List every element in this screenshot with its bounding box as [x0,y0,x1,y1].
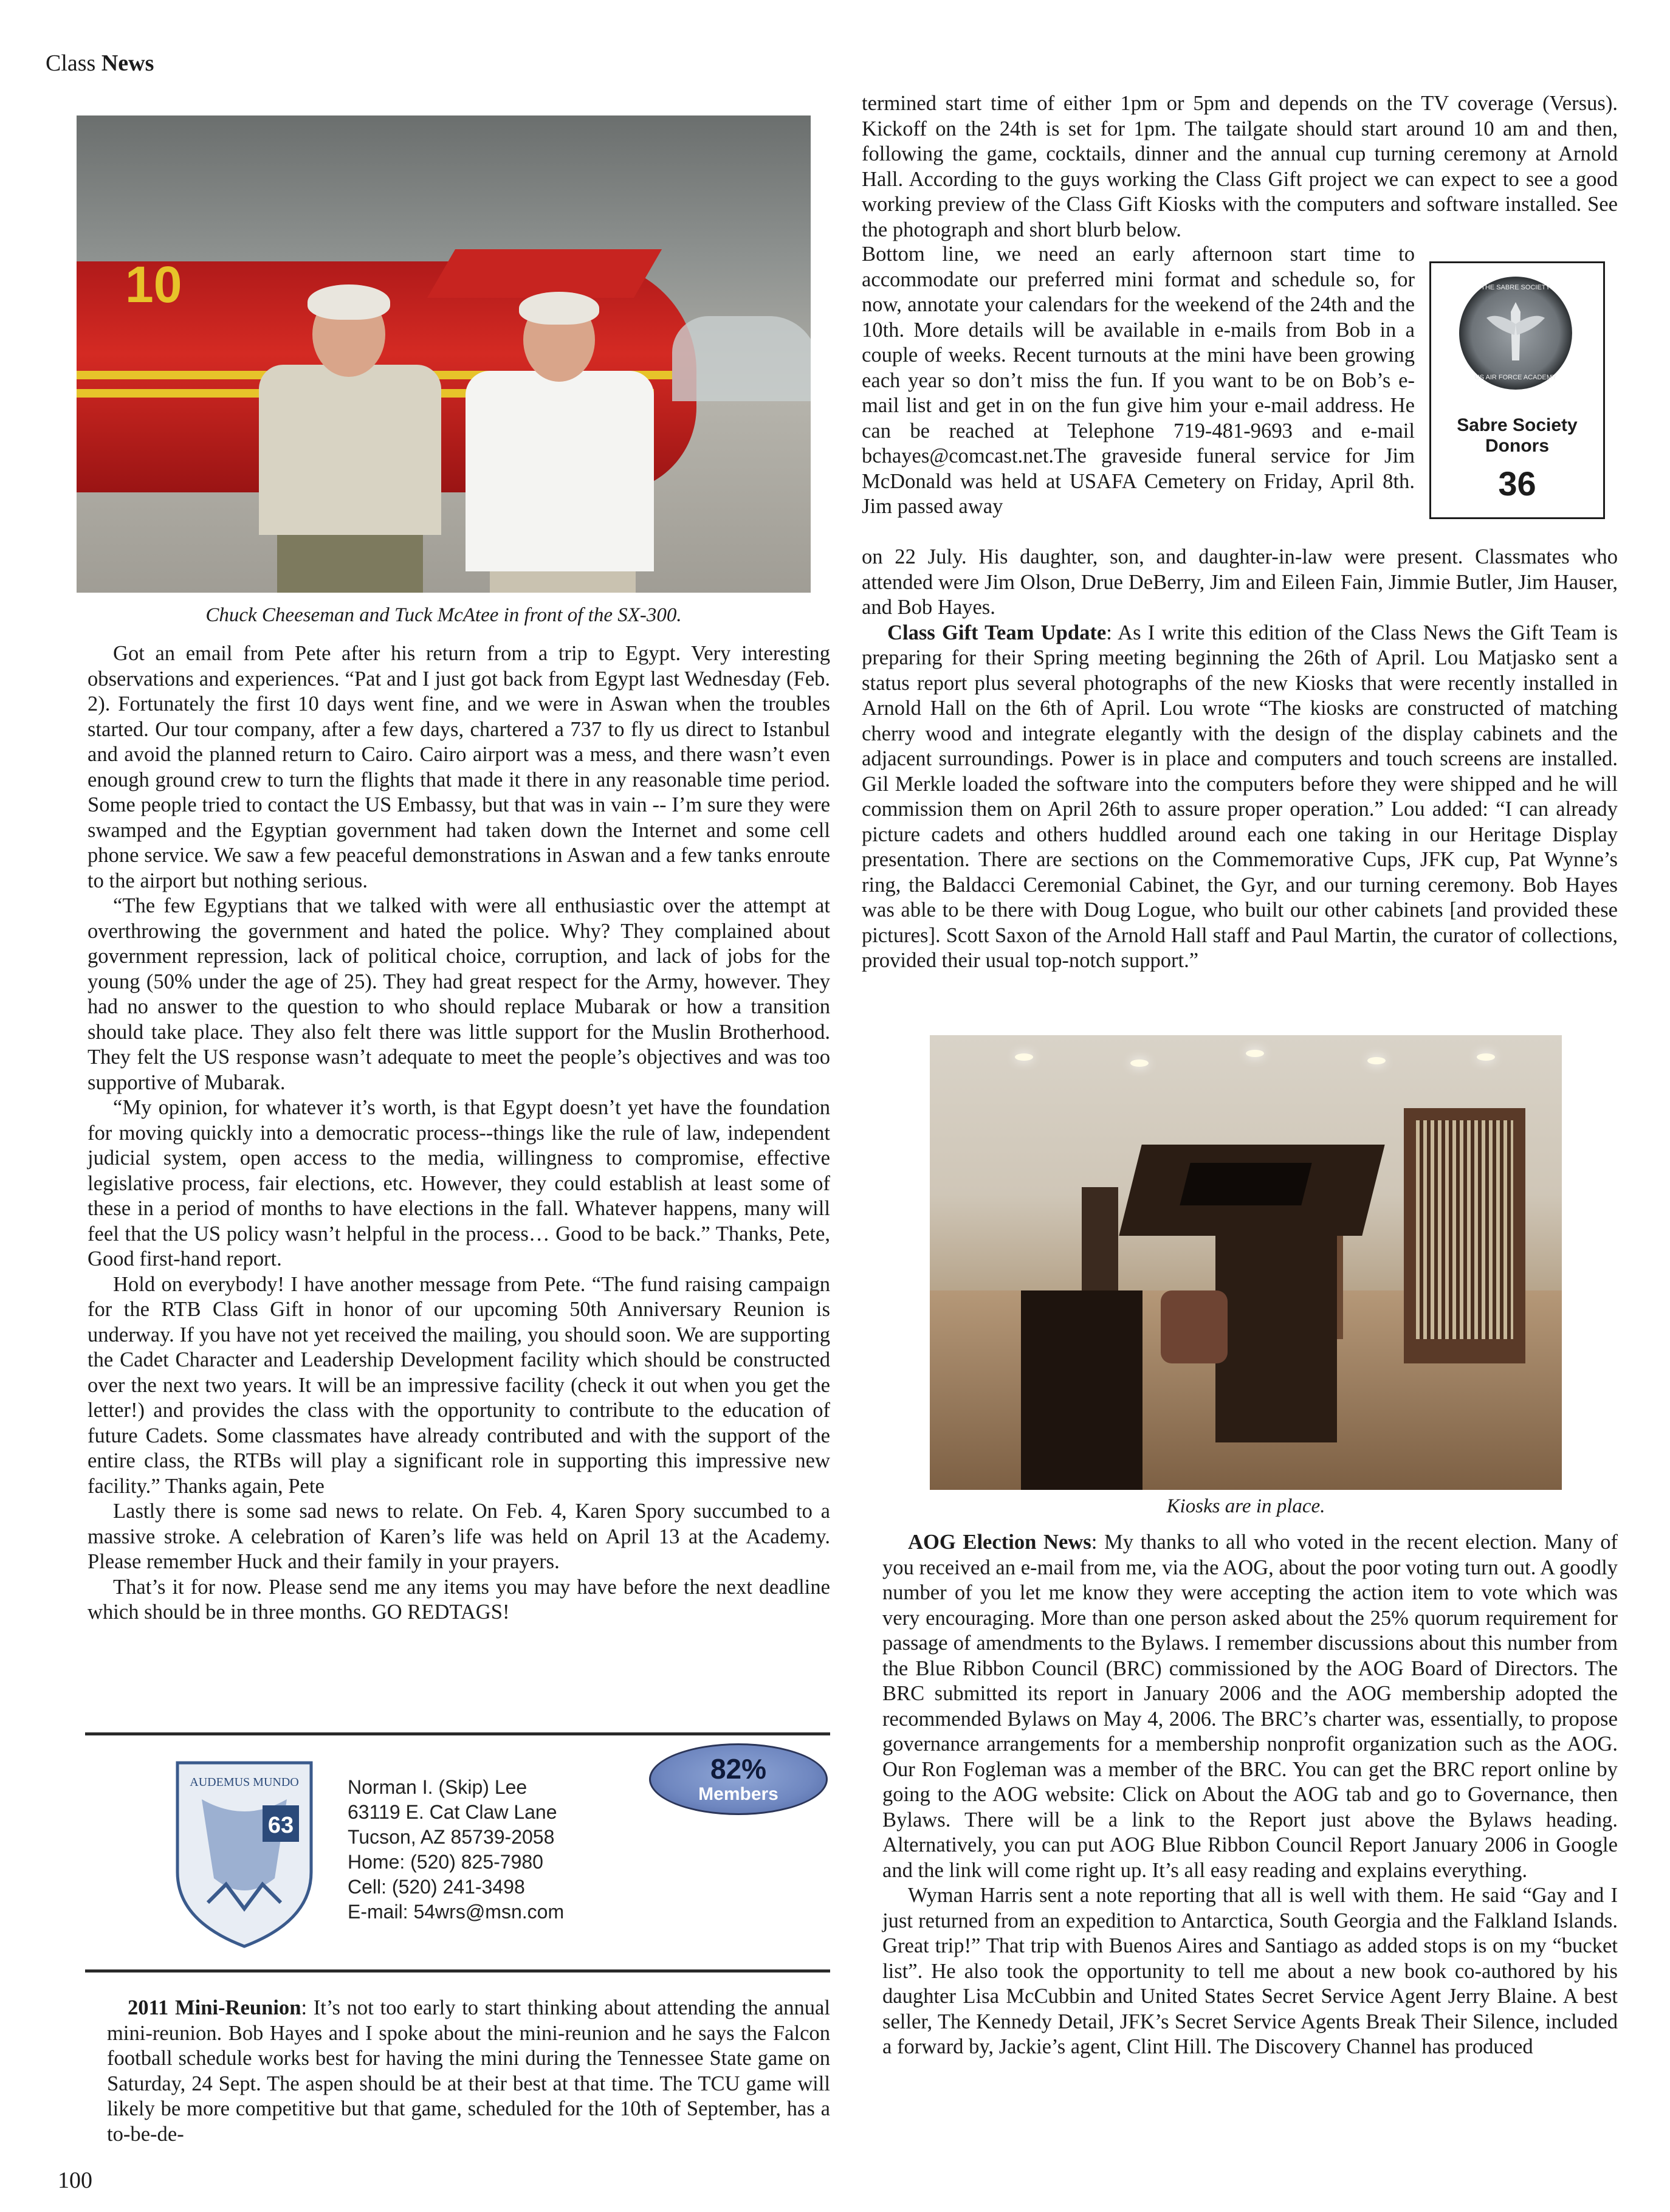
ceiling-light [1015,1053,1033,1061]
seal-bottom-text: US AIR FORCE ACADEMY [1474,374,1557,381]
person-left-hair [308,284,390,320]
contact-city: Tucson, AZ 85739-2058 [348,1826,555,1848]
ceiling-light [1477,1053,1495,1061]
mini-reunion-block [107,1996,830,2147]
kiosk-screen [1180,1163,1311,1205]
plane-canopy [672,316,811,401]
crest-year: 63 [267,1813,294,1838]
ceiling-light [1130,1059,1149,1067]
contact-home-phone: Home: (520) 825-7980 [348,1851,543,1873]
kiosk-base [1215,1236,1337,1442]
contact-street: 63119 E. Cat Claw Lane [348,1801,557,1823]
sabre-society-seal-icon [1459,277,1572,390]
right-column-mid [862,545,1618,974]
paragraph: Class Gift Team Update: As I write this edition of the Class News the Gift Team is preparing for their Spring meeting beginning the 26th of April. Lou Matjasko sent a status report plus several photographs of the new Kiosks that were recently installed in Arnold Hall on the 6th of April. Lou wrote “The kiosks are constructed of matching cherry wood and integrate elegantly with the design of the display cabinets and the adjacent surroundings. Power is in place and computers and touch screens are installed. Gil Merkle loaded the software into the computers before they were shipped and he will commission them on April 26th to assure proper operation.” Lou added: “I can already picture cadets and others huddled around each one taking in our Heritage Display presentation. There are sections on the Commemorative Cups, JFK cup, Pat Wynne’s ring, the Baldacci Ceremonial Cabinet, the Gyr, and our turning ceremony. Bob Hayes was able to be there with Doug Logue, who built our other cabinets [and provided these pictures]. Scott Saxon of the Arnold Hall staff and Paul Martin, the curator of collections, provided their usual top-notch support.” [862,621,1618,972]
paragraph: Wyman Harris sent a note reporting that all is well with them. He said “Gay and I just returned from an expedition to Antarctica, South Georgia and the Falkland Islands. Great trip!” That trip with Buenos Aires and Santiago as added stops is on my “bucket list”. He also took the opportunity to tell me about a new book co-authored by his daughter Lisa McCubbin and United States Secret Service Agent Jerry Blaine. A best seller, The Kennedy Detail, JFK’s Secret Service Agents Break Their Silence, included a forward by, Jackie’s agent, Clint Hill. The Discovery Channel has produced [882,1884,1618,2058]
sabre-society-box [1429,261,1605,519]
page-number: 100 [58,2168,92,2193]
sabre-society-count: 36 [1498,464,1536,503]
paragraph: “My opinion, for whatever it’s worth, is that Egypt doesn’t yet have the foundation for moving quickly into a democratic process--things like the rule of law, independent judicial system, open access to the media, willingness to compromise, effective legislative process, fair elections, etc. However, they could establish at least some of these in a period of months to have elections in the fall. Whatever happens, many will feel that the US policy wasn’t helpful in the process… Good to be back.” Thanks, Pete, Good first-hand report. [88,1096,830,1270]
display-case [1416,1120,1513,1339]
divider-rule [85,1969,830,1973]
paragraph: “The few Egyptians that we talked with were all enthusiastic over the attempt at overthrowing the government and hated the police. Why? They complained about government repression, lack of political choice, corruption, and lack of jobs for the young (50% under the age of 25). They had great respect for the Army, however. They had no answer to the question to who should replace Mubarak or how a transition should take place. They also felt there was little support for the Muslin Brotherhood. They felt the US response wasn’t adequate to meet the people’s objectives and was too supportive of Mubarak. [88,894,830,1094]
paragraph: Bottom line, we need an early afternoon start time to accommodate our preferred mini format and schedule so, for now, annotate your calendars for the weekend of the 24th and the 10th. More details will be available in e-mails from Bob in a couple of weeks. Recent turnouts at the mini have been growing each year so don’t miss the fun. If you want to be on Bob’s e-mail list and get in on the fun give him your e-mail address. He can be reached at Telephone 719-481-9693 and e-mail bchayes@comcast.net.The graveside funeral service for Jim McDonald was held at USAFA Cemetery on Friday, April 8th. Jim passed away [862,243,1415,518]
person-left [259,365,441,535]
ceiling-light [1246,1050,1264,1057]
person-left-pants [277,535,423,593]
aog-heading: AOG Election News [908,1531,1091,1554]
paragraph: Lastly there is some sad news to relate. On Feb. 4, Karen Spory succumbed to a massive stroke. A celebration of Karen’s life was held on April 13 at the Academy. Please remember Huck and their family in your prayers. [88,1500,830,1573]
contact-name: Norman I. (Skip) Lee [348,1776,527,1798]
paragraph: 2011 Mini-Reunion: It’s not too early to start thinking about attending the annual mini-reunion. Bob Hayes and I spoke about the mini-reunion and he says the Falcon football schedule works best for having the mini during the Tennessee State game on Saturday, 24 Sept. The aspen should be at their best at that time. The TCU game will likely be more competitive but that game, scheduled for the 10th of September, has a to-be-de- [107,1996,830,2146]
plane-photo-caption: Chuck Cheeseman and Tuck McAtee in front of the SX-300. [205,604,682,626]
contact-email: E-mail: 54wrs@msn.com [348,1901,565,1923]
kiosk-photo [930,1035,1562,1490]
left-column [88,641,830,1625]
right-column-top [862,91,1618,243]
members-percent: 82% [710,1753,767,1785]
divider-rule [85,1732,830,1735]
plane-photo [77,115,811,593]
members-label: Members [698,1784,778,1804]
class-crest-icon [171,1757,317,1951]
paragraph: Got an email from Pete after his return from a trip to Egypt. Very interesting observations and experiences. “Pat and I just got back from Egypt last Wednesday (Feb. 2). Fortunately the first 10 days went fine, and we were in Aswan when the troubles started. Our tour company, after a few days, chartered a 737 to fly us direct to Istanbul and avoid the planned return to Cairo. Cairo airport was a mess, and there wasn’t even enough ground crew to turn the flights that made it there in any reasonable time period. Some people tried to contact the US Embassy, but that was in vain -- I’m sure they were swamped and the Egyptian government had taken down the Internet and some cell phone service. We saw a few peaceful demonstrations in Aswan and a few tanks enroute to the airport but nothing serious. [88,642,830,892]
kiosk-photo-caption: Kiosks are in place. [1166,1495,1325,1517]
mini-reunion-heading: 2011 Mini-Reunion [128,1996,301,2019]
sabre-society-label: Sabre Society Donors [1457,415,1578,456]
person-right-hair [519,292,599,325]
person-right-pants [490,571,636,593]
contact-block [348,1775,564,1924]
right-column-bottom [882,1530,1618,2060]
paragraph: AOG Election News: My thanks to all who voted in the recent election. Many of you received an e-mail from me, via the AOG, about the poor voting turn out. A goodly number of you let me know they were accepting the action item to vote which was very encouraging. More than one person asked about the 25% quorum requirement for passage of amendments to the Bylaws. I remember discussions about this number from the Blue Ribbon Council (BRC) commissioned by the AOG Board of Directors. The BRC submitted its report in January 2006 and the AOG membership adopted the recommended Bylaws on May 4, 2006. The BRC’s charter was, essentially, to propose governance arrangements for a membership nonprofit organization such as the AOG. Our Ron Fogleman was a member of the BRC. You can get the BRC report online by going to the AOG website: Click on About the AOG tab and go to Governance, then Bylaws. There will be a link to the Report just above the Bylaws heading. Alternatively, you can put AOG Blue Ribbon Council Report January 2006 in Google and the link will come right up. It’s all easy reading and explains everything. [882,1531,1618,1882]
contact-cell-phone: Cell: (520) 241-3498 [348,1876,525,1898]
plane-number: 10 [125,256,182,313]
gift-heading: Class Gift Team Update [887,621,1107,644]
paragraph: on 22 July. His daughter, son, and daughter-in-law were present. Classmates who attended were Jim Olson, Drue DeBerry, Jim and Eileen Fain, Jimmie Butler, Jim Hauser, and Bob Hayes. [862,545,1618,619]
ceiling-light [1367,1057,1386,1064]
winged-sword-icon [1485,300,1546,367]
person-right [466,371,654,571]
paragraph: Hold on everybody! I have another message from Pete. “The fund raising campaign for the RTB Class Gift in honor of our upcoming 50th Anniversary Reunion is underway. If you have not yet received the mailing, you should soon. We are supporting the Cadet Character and Leadership Development facility which should be constructed over the next two years. It will be an impressive facility (check it out when you get the letter!) and provides the class with the opportunity to contribute to the education of future Cadets. Some classmates have already contributed and with the support of the entire class, the RTBs will play a significant role in supporting this impressive new facility.” Thanks again, Pete [88,1272,830,1498]
kiosk-front [1021,1290,1143,1490]
crest-motto: AUDEMUS MUNDO [190,1776,299,1789]
paragraph: termined start time of either 1pm or 5pm and depends on the TV coverage (Versus). Kickoff on the 24th is set for 1pm. The tailgate should start around 10 am and then, following the game, cocktails, dinner and the annual cup turning ceremony at Arnold Hall. According to the guys working the Class Gift project we can expect to see a good working preview of the Class Gift Kiosks with the computers and software installed. See the photograph and short blurb below. [862,92,1618,241]
members-badge [649,1743,828,1815]
armchair [1161,1290,1228,1363]
section-header: Class News [46,50,154,76]
plane-wing [427,249,662,298]
kiosk-secondary [1082,1187,1118,1290]
seal-top-text: THE SABRE SOCIETY [1481,284,1550,291]
paragraph: That’s it for now. Please send me any items you may have before the next deadline which should be in three months. GO REDTAGS! [88,1575,830,1624]
right-column-wrap [862,242,1415,520]
